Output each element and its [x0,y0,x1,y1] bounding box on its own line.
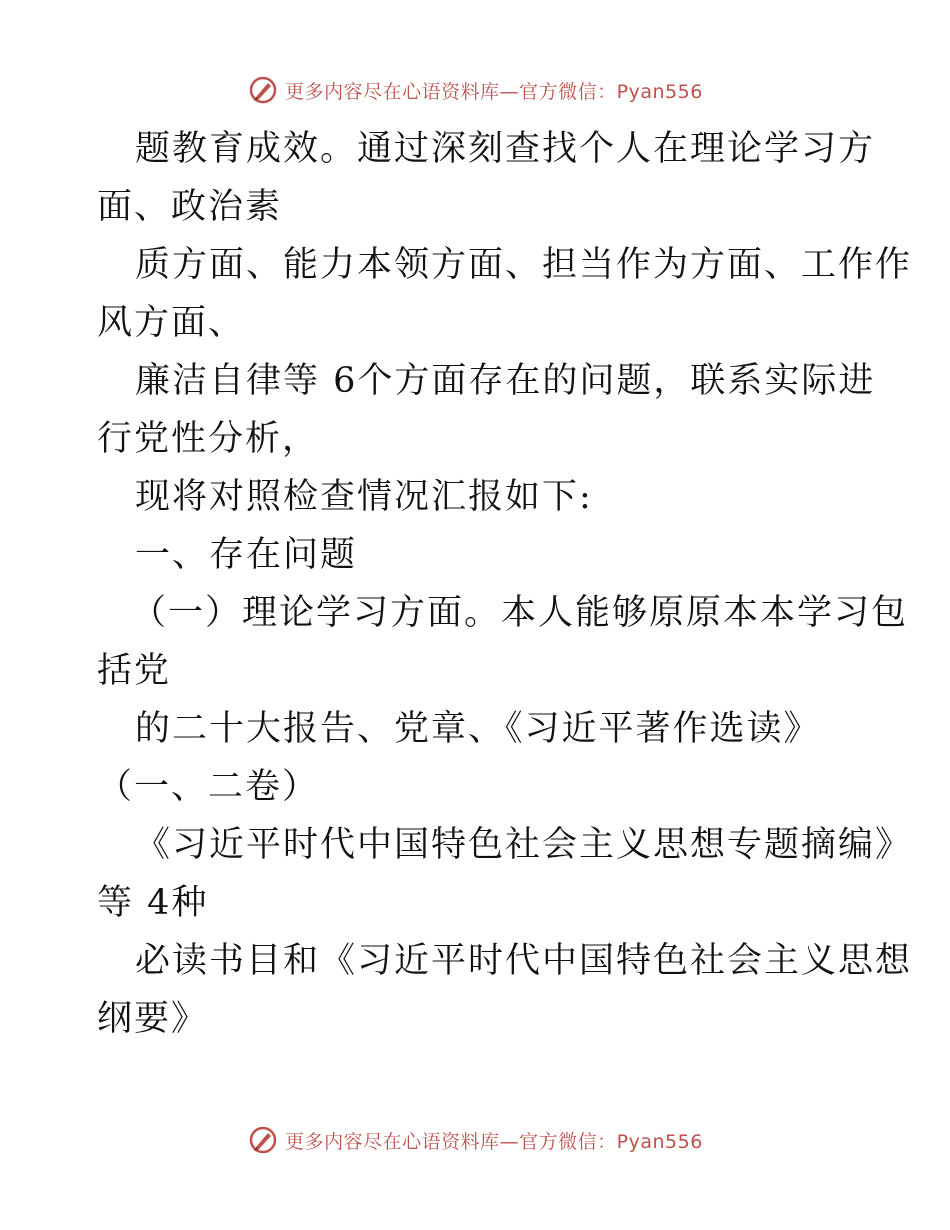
header-watermark [0,73,950,107]
subsection-heading: （一）理论学习方面。本人能够原原本本学习包 [131,593,909,633]
body-line: 纲要》 [97,999,209,1039]
body-line: 廉洁自律等 6个方面存在的问题，联系实际进 [135,361,876,401]
body-line: （一、二卷） [97,767,320,807]
body-line: 必读书目和《习近平时代中国特色社会主义思想 [135,941,913,981]
body-line: 题教育成效。通过深刻查找个人在理论学习方 [135,129,876,169]
footer-watermark [0,1123,950,1157]
body-line: 的二十大报告、党章、《习近平著作选读》 [135,709,821,749]
body-line: 面、政治素 [97,187,283,227]
watermark-text: 更多内容尽在心语资料库—官方微信：Pyan556 [285,1130,703,1153]
body-line: 行党性分析， [97,419,320,459]
pen-logo-icon [247,74,279,106]
watermark-text: 更多内容尽在心语资料库—官方微信：Pyan556 [285,80,703,103]
document-body [97,120,913,1048]
section-heading: 一、存在问题 [135,535,358,575]
body-line: 等 4种 [97,883,209,923]
body-line: 括党 [97,651,172,691]
pen-logo-icon [247,1124,279,1156]
body-line: 风方面、 [97,303,246,343]
body-line: 《习近平时代中国特色社会主义思想专题摘编》 [135,825,913,865]
body-line: 质方面、能力本领方面、担当作为方面、工作作 [135,245,913,285]
body-line: 现将对照检查情况汇报如下: [135,477,593,517]
